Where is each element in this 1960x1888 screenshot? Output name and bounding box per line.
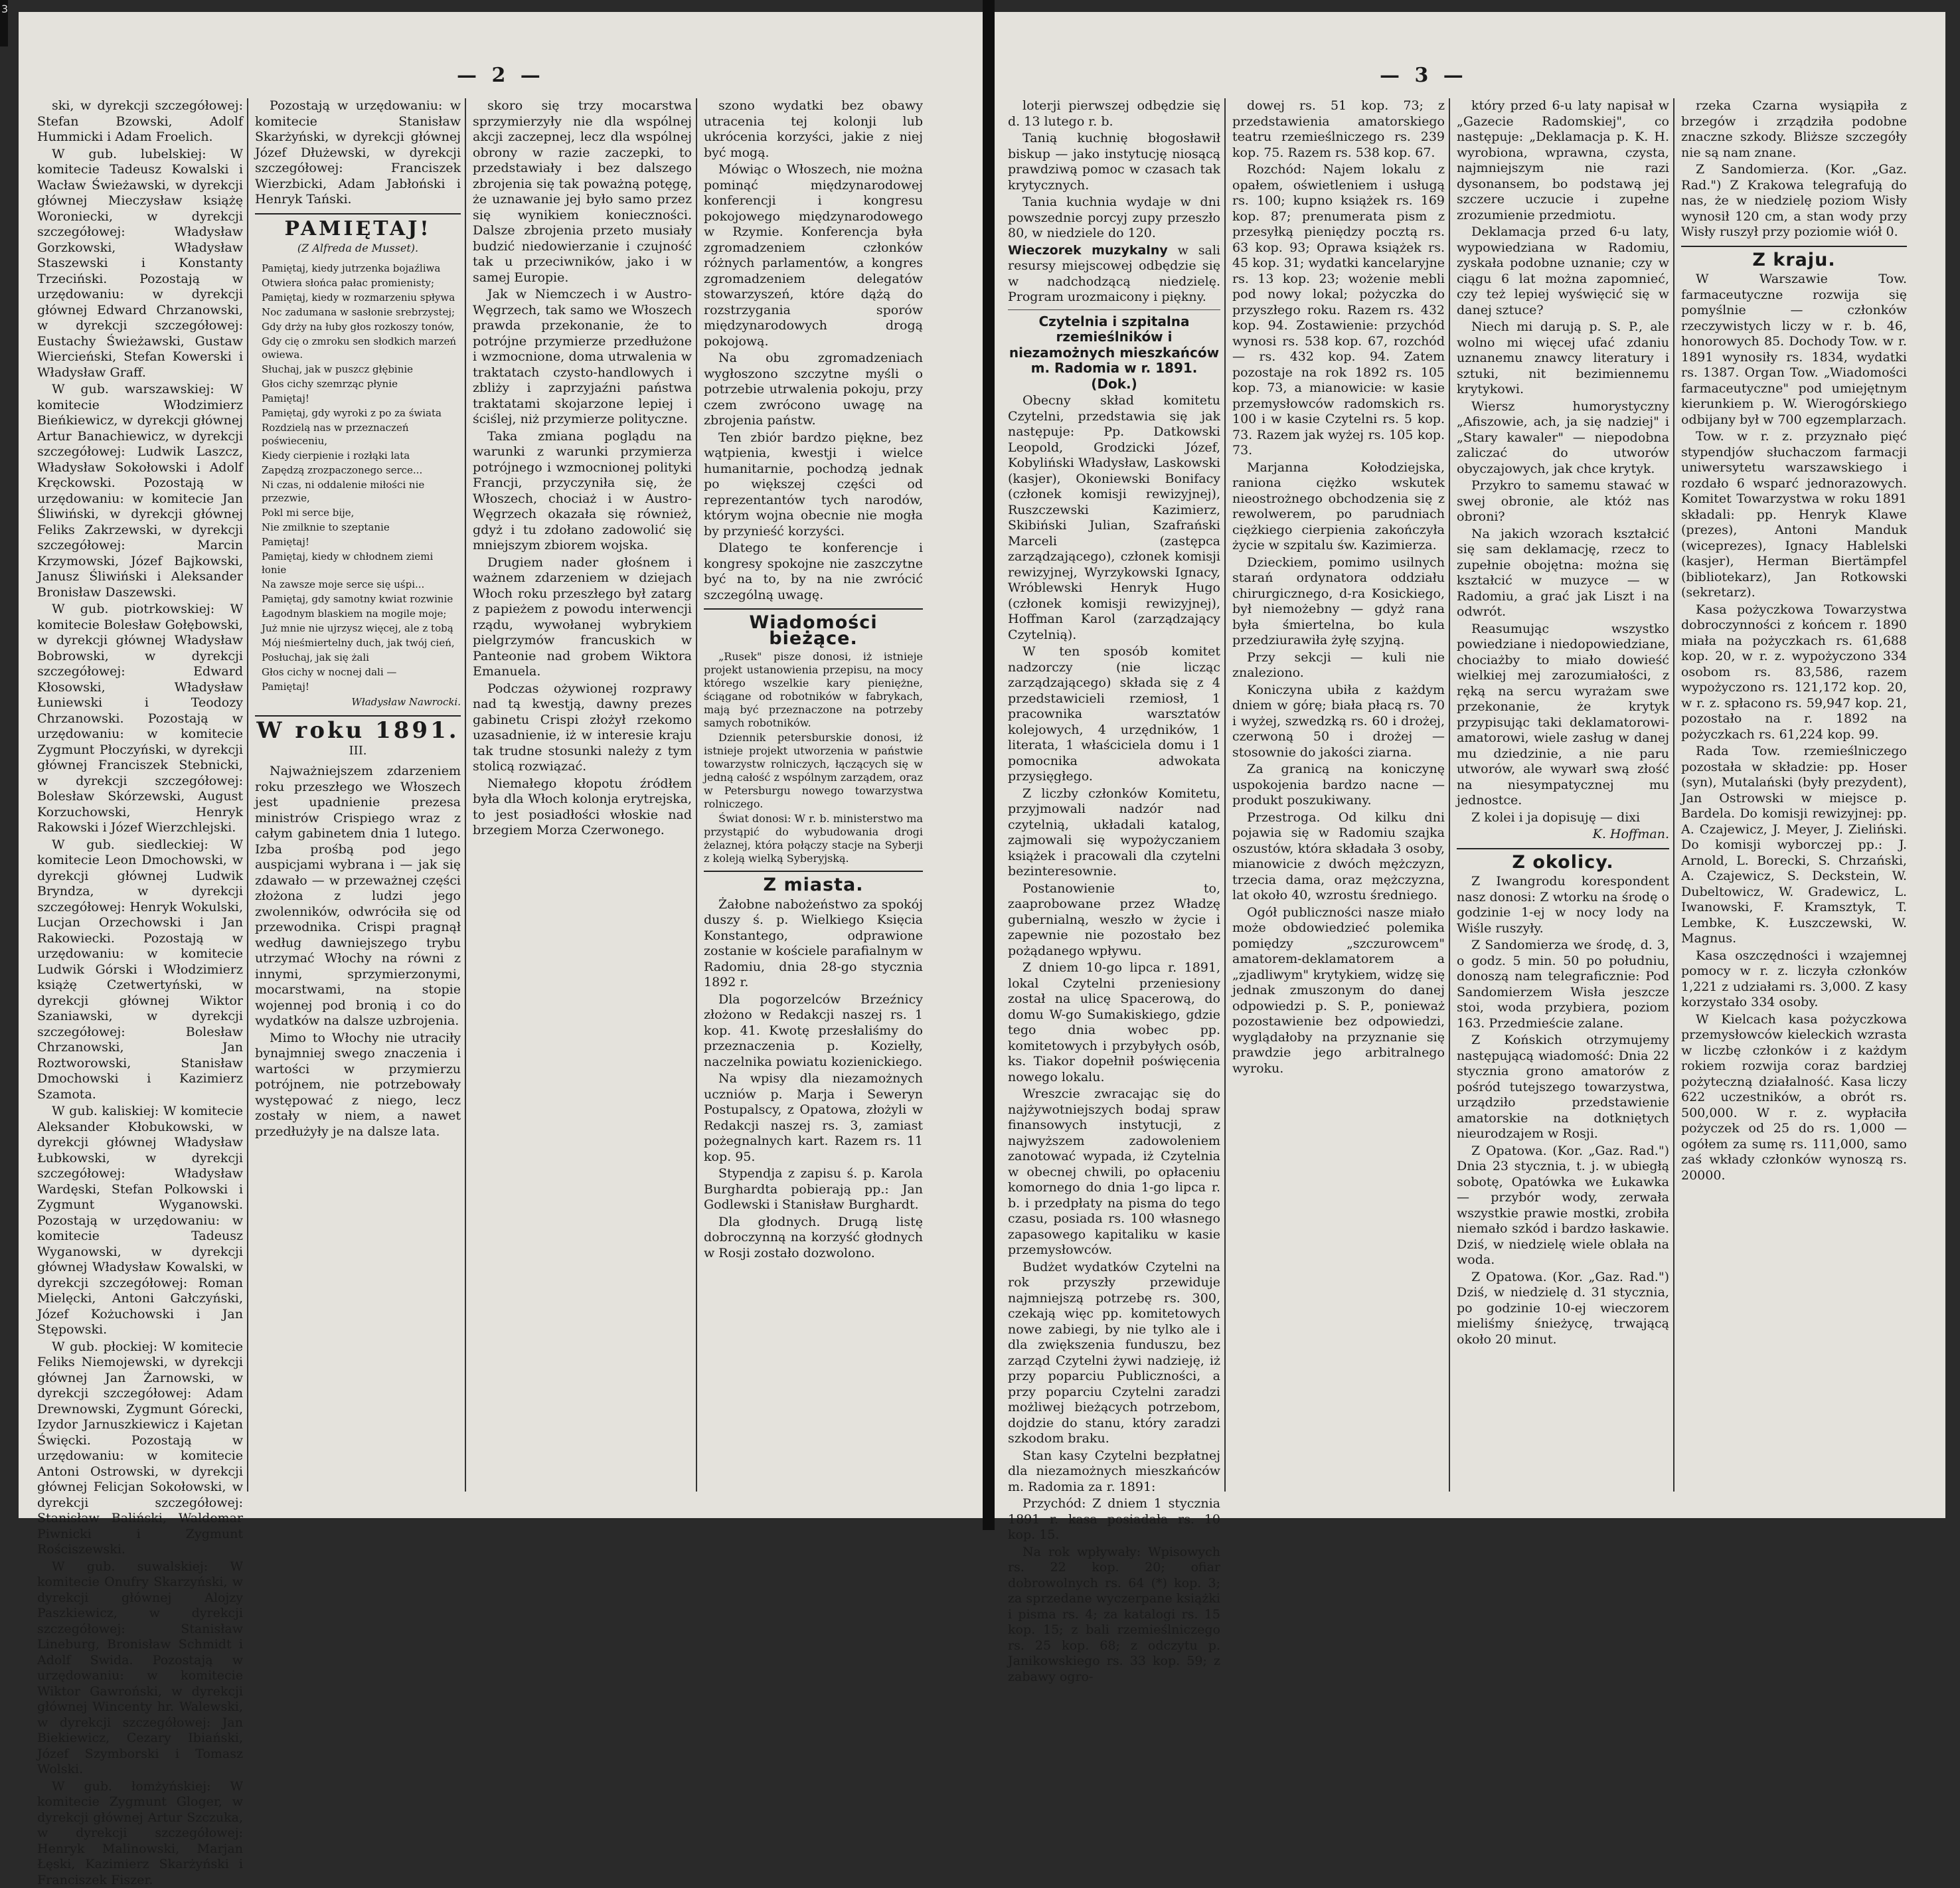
paragraph: Z Końskich otrzymujemy następującą wiadomość: Dnia 22 stycznia grono amatorów z pośród tutejszego towarzystwa, urządziło przedstawienie amatorskie na dotkniętych nieurodzajem w Rosji.: [1457, 1033, 1669, 1142]
paragraph: Z liczby członków Komitetu, przyjmowali nadzór nad czytelnią, układali katalog, zajmowali się wypożyczaniem książek i pracowali dla czytelni bezinteresownie.: [1008, 786, 1220, 880]
divider: [1457, 848, 1669, 849]
paragraph: Z Iwangrodu korespondent nasz donosi: Z wtorku na środę o godzinie 1-ej w nocy lody na Wiśle ruszyły.: [1457, 874, 1669, 936]
paragraph: Zapędzą zrozpaczonego serce...: [255, 464, 461, 477]
paragraph: Z Opatowa. (Kor. „Gaz. Rad.") Dziś, w niedzielę d. 31 stycznia, po godzinie 10-ej wieczorem mieliśmy śnieżycę, trwającą około 20 minut.: [1457, 1270, 1669, 1348]
paragraph: Kiedy cierpienie i rozłąki lata: [255, 449, 461, 462]
paragraph: Noc zadumana w sasłonie srebrzystej;: [255, 305, 461, 319]
paragraph-list: [1681, 272, 1907, 1183]
paragraph: Z kolei i ja dopisuję — dixi: [1457, 810, 1669, 826]
right-column-2: [1232, 98, 1445, 1505]
left-column-3: [473, 98, 692, 1505]
article-part: III.: [255, 743, 461, 759]
city-items: [704, 897, 923, 1262]
paragraph: W gub. warszawskiej: W komitecie Włodzimierz Bieńkiewicz, w dyrekcji głównej Artur Banachiewicz, w dyrekcji szczegółowej: Ludwik Laszcz, Władysław Sokołowski i Adolf Kręckowski. Pozostają w urzędowaniu: w komitecie Jan Śliwiński, w dyrekcji głównej Feliks Zakrzewski, w dyrekcji szczegółowej: Marcin Krzymowski, Józef Bajkowski, Janusz Śliwiński i Aleksander Bronisław Daszewski.: [37, 382, 243, 600]
paragraph: Obecny skład komitetu Czytelni, przedstawia się jak następuje: Pp. Datkowski Leopold, Grodzicki Józef, Kobyliński Władysław, Laskowski (kasjer), Okoniewski Bonifacy (członek komisji rewizyjnej), Ruszczewski Kazimierz, Skibiński Julian, Szafrański Marceli (zastępca zarządzającego), członek komisji rewizyjnej, Wyrzykowski Ignacy, Wróblewski Henryk Hugo (członek komisji rewizyjnej), Hoffman Karol (zarządzający Czytelnią).: [1008, 393, 1220, 643]
czytelnia-heading: Czytelnia i szpitalna rzemieślników i niezamożnych mieszkańców m. Radomia w r. 1891. (Dok.): [1008, 314, 1220, 392]
paragraph: Marjanna Kołodziejska, raniona ciężko wskutek nieostrożnego obchodzenia się z rewolwerem, po parudniach ciężkiego cierpienia zakończyła życie w szpitalu św. Kazimierza.: [1232, 460, 1445, 554]
paragraph: Mimo to Włochy nie utraciły bynajmniej swego znaczenia i wartości w przymierzu potrójnem, nie potrzebowały występować z niego, lecz zostały w niem, a nawet przedłużyły je na dalsze lata.: [255, 1031, 461, 1140]
column-rule: [1449, 98, 1450, 1492]
paragraph-list: [473, 98, 692, 839]
paragraph: Pamiętaj!: [255, 680, 461, 693]
paragraph: Postanowienie to, zaaprobowane przez Władzę gubernialną, weszło w życie i zapewnie nie pozostało bez pożądanego wpływu.: [1008, 881, 1220, 960]
paragraph: Deklamacja przed 6-u laty, wypowiedziana w Radomiu, zyskała podobne uznanie; czy w ciągu 6 lat można zapomnieć, czy też lepiej wyświęcić się w danej sztuce?: [1457, 224, 1669, 318]
paragraph: Rada Tow. rzemieślniczego pozostała w składzie: pp. Hoser (syn), Mutalański (były prezydent), Jan Ostrowski w miejsce p. Bardela. Do komisji rewizyjnej: pp. A. Czajewicz, J. Meyer, J. Zieliński. Do komisji wyborczej pp.: J. Arnold, L. Borecki, S. Chrzański, A. Czajewicz, S. Deckstein, W. Dubeltowicz, W. Gradewicz, L. Iwanowski, F. Kramsztyk, T. Lembke, K. Łuszczewski, W. Magnus.: [1681, 744, 1907, 947]
poem-subtitle: (Z Alfreda de Musset).: [255, 240, 461, 256]
paragraph: Pamiętaj, kiedy jutrzenka bojaźliwa: [255, 262, 461, 275]
paragraph: Ni czas, ni oddalenie miłości nie przezwie,: [255, 478, 461, 505]
paragraph: Rozchód: Najem lokalu z opałem, oświetleniem i usługą rs. 100; kupno książek rs. 169 kop. 87; prenumerata pism z przesyłką pieniędzy pocztą rs. 63 kop. 93; Oprawa książek rs. 45 kop. 31; wydatki kancelaryjne rs. 13 kop. 23; wożenie mebli pod nowy lokal; pożyczka do przyszłego roku. Razem rs. 432 kop. 94. Zostawienie: przychód wynosi rs. 538 kop. 67, rozchód — rs. 432 kop. 94. Zatem pozostaje na rok 1892 rs. 105 kop. 73, a mianowicie: w kasie przemysłowców radomskich rs. 100 i w kasie Czytelni rs. 5 kop. 73. Razem jak wyżej rs. 105 kop. 73.: [1232, 162, 1445, 459]
paragraph-list: [704, 98, 923, 603]
paragraph: Jak w Niemczech i w Austro-Węgrzech, tak samo we Włoszech prawda przekonanie, że to potrójne przymierze przedłużone i wzmocnione, doma utrwalenia w traktatach czysto-handlowych i zbliży i zaprzyjaźni państwa traktatami skojarzone lepiej i ściślej, niż przymierze polityczne.: [473, 287, 692, 428]
right-column-1: [1008, 98, 1220, 1505]
paragraph: Na wpisy dla niezamożnych uczniów p. Marja i Seweryn Postupalscy, z Opatowa, złożyli w Redakcji naszej rs. 3, zamiast pożegnalnych kart. Razem rs. 11 kop. 95.: [704, 1071, 923, 1165]
paragraph: Pozostają w urzędowaniu: w komitecie Stanisław Skarżyński, w dyrekcji głównej Józef Dłużewski, w dyrekcji szczegółowej: Franciszek Wierzbicki, Adam Jabłoński i Henryk Tański.: [255, 98, 461, 208]
city-heading: Z miasta.: [704, 877, 923, 893]
paragraph: rzeka Czarna wysiąpiła z brzegów i zrządziła podobne znaczne szkody. Bliższe szczegóły nie są nam znane.: [1681, 98, 1907, 161]
paragraph: W gub. siedleckiej: W komitecie Leon Dmochowski, w dyrekcji głównej Ludwik Bryndza, w dyrekcji szczegółowej: Henryk Wokulski, Lucjan Orzechowski i Jan Rakowiecki. Pozostają w urzędowaniu: w komitecie Ludwik Górski i Włodzimierz książę Czetwertyński, w dyrekcji głównej Wiktor Szaniawski, w dyrekcji szczegółowej: Bolesław Chrzanowski, Jan Roztworowski, Stanisław Dmochowski i Kazimierz Szamota.: [37, 837, 243, 1103]
paragraph: Już mnie nie ujrzysz więcej, ale z tobą: [255, 622, 461, 635]
column-rule: [1224, 98, 1226, 1492]
paragraph: Posłuchaj, jak się żali: [255, 651, 461, 664]
paragraph: Wreszcie zwracając się do najżywotniejszych bodaj spraw finansowych instytucji, z najwyższem zadowoleniem zanotować wypada, iż Czytelnia w obecnej chwili, po opłaceniu komornego do dnia 1-go lipca r. b. i przedpłaty na pisma do tego czasu, posiada rs. 100 własnego zapasowego kapitaliku w kasie przemysłowców.: [1008, 1086, 1220, 1258]
paragraph: Dziennik petersburskie donosi, iż istnieje projekt utworzenia w państwie towarzystw rolniczych, łączących się w jedną całość z wspólnym zarządem, oraz w Petersburgu nowego towarzystwa rolniczego.: [704, 731, 923, 811]
paragraph: Przychód: Z dniem 1 stycznia 1891 r. kasa posiadała rs. 10 kop. 15.: [1008, 1496, 1220, 1543]
paragraph: Przestroga. Od kilku dni pojawia się w Radomiu szajka oszustów, która składała 3 osoby, mianowicie z dwóch mężczyzn, trzecia dama, oraz mężczyzna, lat około 40, wzrostu średniego.: [1232, 810, 1445, 904]
paragraph: W gub. piotrkowskiej: W komitecie Bolesław Gołębowski, w dyrekcji głównej Władysław Bobrowski, w dyrekcji szczegółowej: Edward Kłosowski, Władysław Łuniewski i Teodozy Chrzanowski. Pozostają w urzędowaniu: w komitecie Zygmunt Płoczyński, w dyrekcji głównej Franciszek Stebnicki, w dyrekcji szczegółowej: Bolesław Skórzewski, August Korzuchowski, Henryk Rakowski i Józef Wierzchlejski.: [37, 602, 243, 836]
paragraph-list: [1232, 98, 1445, 1076]
okolicy-items: [1457, 874, 1669, 1347]
paragraph: Wiersz humorystyczny „Afiszowie, ach, ja się nadziej" i „Stary kawaler" — niepodobna zaliczać do utworów obyczajowych, jak chce krytyk.: [1457, 399, 1669, 477]
paragraph: Rozdzielą nas w przeznaczeń poświeceniu,: [255, 421, 461, 448]
book-gutter: [983, 0, 995, 1530]
paragraph: W gub. suwalskiej: W komitecie Onufry Skarzyński, w dyrekcji głównej Alojzy Paszkiewicz, w dyrekcji szczegółowej: Stanisław Lineburg, Bronisław Schmidt i Adolf Swida. Pozostają w urzędowaniu: w komitecie Wiktor Gawroński, w dyrekcji głównej Wincenty hr. Walewski, w dyrekcji szczegółowej: Jan Biekiewicz, Cezary Ibiański, Józef Szymborski i Tomasz Wolski.: [37, 1559, 243, 1778]
poem-author: Władysław Nawrocki.: [255, 695, 461, 711]
paragraph: Otwiera słońca pałac promienisty;: [255, 276, 461, 290]
paragraph: Tanią kuchnię błogosławił biskup — jako instytucję niosącą prawdziwą pomoc w czasach tak krytycznych.: [1008, 131, 1220, 193]
paragraph: W Warszawie Tow. farmaceutyczne rozwija się pomyślnie — członków rzeczywistych liczy w r. b. 46, honorowych 85. Dochody Tow. w r. 1891 wynosiły rs. 1834, wydatki rs. 1387. Organ Tow. „Wiadomości farmaceutyczne" pod umiejętnym kierunkiem p. W. Wierogórskiego odbijany był w 700 egzemplarzach.: [1681, 272, 1907, 428]
column-rule: [696, 98, 697, 1492]
paragraph: Głos cichy w nocnej dali —: [255, 665, 461, 679]
paragraph: dowej rs. 51 kop. 73; z przedstawienia amatorskiego teatru rzemieślniczego rs. 239 kop. 75. Razem rs. 538 kop. 67.: [1232, 98, 1445, 161]
right-column-4: [1681, 98, 1907, 1505]
page-number: — 3 —: [1380, 64, 1467, 87]
paragraph: Kasa pożyczkowa Towarzystwa dobroczynności z końcem r. 1890 miała na pożyczkach rs. 61,688 kop. 20, w r. z. wypożyczono 334 osobom rs. 83,586, razem wypożyczono rs. 121,172 kop. 20, w r. z. spłacono rs. 59,947 kop. 21, pozostało na r. 1892 na pożyczkach rs. 61,224 kop. 99.: [1681, 602, 1907, 743]
paragraph: Pamiętaj!: [255, 392, 461, 405]
poem-title: PAMIĘTAJ!: [255, 221, 461, 237]
paragraph: Drugiem nader głośnem i ważnem zdarzeniem w dziejach Włoch roku przeszłego był zatarg z papieżem z powodu interwencji rządu, wywołanej wybrykiem pielgrzymów francuskich w Panteonie nad grobem Wiktora Emanuela.: [473, 555, 692, 680]
column-rule: [1673, 98, 1674, 1492]
edge-number: 3: [1, 3, 8, 15]
paragraph: Na zawsze moje serce się uśpi...: [255, 578, 461, 591]
paragraph: Tow. w r. z. przyznało pięć stypendjów słuchaczom farmacji uniwersytetu warszawskiego i rozdało 6 wsparć jednorazowych. Komitet Towarzystwa w roku 1891 składali: pp. Henryk Klawe (prezes), Antoni Manduk (wiceprezes), Ignacy Hablelski (kasjer), Herman Biertämpfel (bibliotekarz), Jan Rotkowski (sekretarz).: [1681, 429, 1907, 601]
paragraph: Głos cichy szemrząc płynie: [255, 377, 461, 390]
paragraph: W Kielcach kasa pożyczkowa przemysłowców kieleckich wzrasta w liczbę członków i z każdym rokiem rozwija coraz bardziej pożyteczną działalność. Kasa liczy 622 uczestników, a obrót rs. 500,000. W r. z. wypłaciła pożyczek od 25 do rs. 1,000 — ogółem za sumę rs. 111,000, samo zaś wkłady członków wynoszą rs. 20000.: [1681, 1012, 1907, 1184]
paragraph: Dla pogorzelców Brzeźnicy złożono w Redakcji naszej rs. 1 kop. 41. Kwotę przesłaliśmy do przeznaczenia p. Kozielły, naczelnika powiatu kozienickiego.: [704, 992, 923, 1071]
kraju-heading: Z kraju.: [1681, 252, 1907, 268]
paragraph: Na rok wpływały: Wpisowych rs. 22 kop. 20; ofiar dobrowolnych rs. 64 (*) kop. 3; za sprzedane wyczerpane książki i pisma rs. 4; za katalogi rs. 15 kop. 15; z bali rzemieślniczego rs. 25 kop. 68; z odczytu p. Janikowskiego rs. 33 kop. 59; z zabawy ogro-: [1008, 1545, 1220, 1685]
paragraph: W gub. łomżyńskiej: W komitecie Zygmunt Gloger, w dyrekcji głównej Artur Szczuka, w dyrekcji szczegółowej: Henryk Malinowski, Marjan Łęski, Kazimierz Skarżyński i Franciszek Fiszer.: [37, 1779, 243, 1888]
divider: [704, 608, 923, 610]
paragraph: Na obu zgromadzeniach wygłoszono szczytne myśli o potrzebie utrwalenia pokoju, przy czem zwrócono uwagę na zbrojenia państw.: [704, 351, 923, 429]
paragraph: Ten zbiór bardzo piękne, bez wątpienia, kwestji i wielce humanitarnie, pochodzą jednak po większej części od reprezentantów tych narodów, którym wojna obecnie nie mogła by przynieść korzyści.: [704, 430, 923, 540]
paragraph: szono wydatki bez obawy utracenia tej kolonji lub ukrócenia korzyści, jakie z niej być mogą.: [704, 98, 923, 161]
paragraph: ski, w dyrekcji szczegółowej: Stefan Bzowski, Adolf Hummicki i Adam Froelich.: [37, 98, 243, 145]
paragraph-list: [1008, 98, 1220, 242]
paragraph: Gdy drży na łuby głos rozkoszy tonów,: [255, 320, 461, 333]
divider: [1008, 309, 1220, 310]
paragraph: Pamiętaj, gdy samotny kwiat rozwinie: [255, 592, 461, 606]
paragraph: loterji pierwszej odbędzie się d. 13 lutego r. b.: [1008, 98, 1220, 129]
paragraph-list: [1457, 98, 1669, 825]
wieczorek-text: w sali resursy miejscowej odbędzie się w nadchodzącą niedzielę. Program urozmaicony i piękny.: [1008, 243, 1220, 305]
paragraph-list: [255, 98, 461, 208]
paragraph: Żałobne nabożeństwo za spokój duszy ś. p. Wielkiego Księcia Konstantego, odprawione zostanie w kościele parafialnym w Radomiu, dnia 28-go stycznia 1892 r.: [704, 897, 923, 991]
paragraph: Dlatego te konferencje i kongresy spokojne nie zaszczytne być na to, by na nie zwrócić szczególną uwagę.: [704, 541, 923, 603]
paragraph: Pamiętaj!: [255, 535, 461, 549]
paragraph: Budżet wydatków Czytelni na rok przyszły przewiduje najmniejszą potrzebę rs. 300, czekają więc pp. komitetowych nowe zabiegi, by nie tylko ale i dla zwiększenia funduszu, bez zarząd Czytelni żywi nadzieję, iż przy poparciu Publiczności, a przy poparciu Czytelni zaradzi możliwej bieżących potrzebom, dojdzie do stanu, który zaradzi szkodom braku.: [1008, 1260, 1220, 1447]
paragraph: Najważniejszem zdarzeniem roku przeszłego we Włoszech jest upadnienie prezesa ministrów Crispiego wraz z całym gabinetem dnia 1 lutego. Izba prośbą pod jego auspicjami wybrana i — jak się zdawało — w przeważnej części złożona z ludzi jego zwolenników, odwróciła się od przewodnika. Crispi pragnął według dawniejszego trybu utrzymać Włochy na równi z innymi, sprzymierzonymi, mocarstwami, na stopie wojennej pod bronią i co do wydatków na dalsze uzbrojenia.: [255, 764, 461, 1029]
paragraph: Nie zmilknie to szeptanie: [255, 521, 461, 534]
paragraph: Mówiąc o Włoszech, nie można pominąć międzynarodowej konferencji i kongresu pokojowego międzynarodowego w Rzymie. Konferencja była zgromadzeniem członków różnych parlamentów, a kongres zgromadzeniem delegatów stowarzyszeń, które dążą do rozstrzygania sporów międzynarodowych drogą pokojową.: [704, 162, 923, 349]
divider: [255, 213, 461, 215]
paragraph: Koniczyna ubiła z każdym dniem w górę; biała płacą rs. 70 i wyżej, szwedzką rs. 60 i drożej, czerwoną 50 i drożej — stosownie do jakości ziarna.: [1232, 683, 1445, 761]
paragraph: Podczas ożywionej rozprawy nad tą kwestją, dawny prezes gabinetu Crispi złożył rzekomo uzasadnienie, iż w interesie kraju tak trudne stosunki należy z tym stolicą rozwiązać.: [473, 681, 692, 775]
article-title: W roku 1891.: [255, 723, 461, 739]
paragraph-list: [255, 764, 461, 1140]
left-column-2: [255, 98, 461, 1505]
left-column-1: [37, 98, 243, 1505]
divider: [255, 715, 461, 717]
paragraph: Stypendja z zapisu ś. p. Karola Burghardta pobierają pp.: Jan Godlewski i Stanisław Burghardt.: [704, 1166, 923, 1213]
scan-edge: [0, 0, 8, 46]
paragraph: Za granicą na koniczynę uspokojenia bardzo nacne — produkt poszukiwany.: [1232, 762, 1445, 809]
paragraph-list: [1008, 393, 1220, 1685]
okolicy-heading: Z okolicy.: [1457, 855, 1669, 871]
right-column-3: [1457, 98, 1669, 1505]
paragraph: Pamiętaj, kiedy w chłodnem ziemi łonie: [255, 550, 461, 576]
paragraph: Na jakich wzorach kształcić się sam deklamację, rzecz to zupełnie obojętna: można się kształcić w muzyce — w Radomiu, a grać jak Liszt i na odwrót.: [1457, 527, 1669, 620]
wieczorek-heading: Wieczorek muzykalny: [1008, 243, 1168, 258]
paragraph: Pamiętaj, gdy wyroki z po za świata: [255, 406, 461, 420]
paragraph: Dzieckiem, pomimo usilnych starań ordynatora oddziału chirurgicznego, d-ra Kosickiego, był niemożebny — gdyż rana była śmiertelna, bo kula przedziurawiła żyłę szyjną.: [1232, 555, 1445, 649]
signature: K. Hoffman.: [1457, 827, 1669, 843]
left-column-4: [704, 98, 923, 1505]
paragraph: Z Sandomierza we środę, d. 3, o godz. 5 min. 50 po południu, donoszą nam telegraficznie: Pod Sandomierzem Wisła jeszcze stoi, woda przybiera, poziom 163. Przedmieście zalane.: [1457, 938, 1669, 1031]
divider: [704, 871, 923, 872]
poem-lines: [255, 262, 461, 693]
left-page: [19, 12, 983, 1518]
paragraph: Z Sandomierza. (Kor. „Gaz. Rad.") Z Krakowa telegrafują do nas, że w niedzielę poziom Wisły wynosił 120 cm, a stan wody przy Wisły ruszył przy poziomie wiół 0.: [1681, 162, 1907, 240]
paragraph: Świat donosi: W r. b. ministerstwo ma przystąpić do wybudowania drogi żelaznej, która połączy stacje na Syberji z koleją wielką Syberyjską.: [704, 812, 923, 865]
paragraph: Ogół publiczności nasze miało może obdowiedzieć polemika pomiędzy „szczurowcem" amatorem-deklamatorem a „zjadliwym" krytykiem, widzę się jednak zmuszonym do danej odpowiedzi p. S. P., ponieważ pozostawienie bez odpowiedzi, wyglądałoby na przyznanie się prawdzie jego arbitralnego wyroku.: [1232, 905, 1445, 1077]
paragraph: Niech mi darują p. S. P., ale wolno mi więcej ufać zdaniu uznanemu znawcy literatury i sztuki, nit bezimiennemu krytykowi.: [1457, 319, 1669, 398]
paragraph: W gub. płockiej: W komitecie Feliks Niemojewski, w dyrekcji głównej Jan Żarnowski, w dyrekcji szczegółowej: Adam Drewnowski, Zygmunt Górecki, Izydor Jarnuszkiewicz i Kajetan Święcki. Pozostają w urzędowaniu: w komitecie Antoni Ostrowski, w dyrekcji głównej Felicjan Sokołowski, w dyrekcji szczegółowej: Stanisław Baliński, Waldemar Piwnicki i Zygmunt Rościszewski.: [37, 1339, 243, 1558]
paragraph: Słuchaj, jak w puszcz głębinie: [255, 363, 461, 376]
paragraph: Łagodnym blaskiem na mogile moje;: [255, 607, 461, 620]
paragraph: „Rusek" pisze donosi, iż istnieje projekt ustanowienia przepisu, na mocy którego wszelkie kary pieniężne, ściągane od robotników w fabrykach, mają być przeznaczone na potrzeby samych robotników.: [704, 650, 923, 730]
page-number: — 2 —: [457, 64, 544, 87]
paragraph: Kasa oszczędności i wzajemnej pomocy w r. z. liczyła członków 1,221 z udziałami rs. 3,000. Z kasy korzystało 334 osoby.: [1681, 948, 1907, 1011]
paragraph: Niemałego kłopotu źródłem była dla Włoch kolonja erytrejska, to jest posiadłości włoskie nad brzegiem Morza Czerwonego.: [473, 776, 692, 839]
paragraph: Z Opatowa. (Kor. „Gaz. Rad.") Dnia 23 stycznia, t. j. w ubiegłą sobotę, Opatówka we Łukawka — przybór wody, zerwała wszystkie prawie mostki, zrobiła niemało szkód i bardzo łaskawie. Dziś, w niedzielę wiele oblała na woda.: [1457, 1144, 1669, 1268]
paragraph: Taka zmiana poglądu na warunki z warunki przymierza potrójnego i wzmocnionej polityki Francji, przyczyniła się, że Włoszech, chociaż i w Austro-Węgrzech okazała się również, gdyż i tu zdołano zadowolić się mniejszym zbiorem wojska.: [473, 429, 692, 554]
news-items: [704, 650, 923, 865]
paragraph: W gub. kaliskiej: W komitecie Aleksander Kłobukowski, w dyrekcji głównej Władysław Łubkowski, w dyrekcji szczegółowej: Władysław Wardęski, Stefan Polkowski i Zygmunt Wyganowski. Pozostają w urzędowaniu: w komitecie Tadeusz Wyganowski, w dyrekcji głównej Władysław Kowalski, w dyrekcji szczegółowej: Roman Mielęcki, Antoni Gałczyński, Józef Kożuchowski i Jan Stępowski.: [37, 1104, 243, 1338]
divider: [1681, 246, 1907, 247]
paragraph: W gub. lubelskiej: W komitecie Tadeusz Kowalski i Wacław Świeżawski, w dyrekcji głównej Mieczysław książę Woroniecki, w dyrekcji szczegółowej: Władysław Gorzkowski, Władysław Staszewski i Konstanty Trzeciński. Pozostają w urzędowaniu: w dyrekcji głównej Edward Chrzanowski, w dyrekcji szczegółowej: Eustachy Świeżawski, Gustaw Wiercieński, Stefan Kowerski i Władysław Graff.: [37, 147, 243, 381]
paragraph: Dla głodnych. Drugą listę dobroczynną na korzyść głodnych w Rosji zostało dozwolono.: [704, 1215, 923, 1262]
paragraph-list: [37, 98, 243, 1888]
paragraph: skoro się trzy mocarstwa sprzymierzyły nie dla wspólnej akcji zaczepnej, lecz dla wspólnej obrony w razie zaczepki, to przedstawiały i bez dalszego zbrojenia się tak poważną potęgę, że uznawanie jej było samo przez się wynikiem konieczności. Dalsze zbrojenia przeto musiały budzić niedowierzanie i czujność tak u przeciwników, jako i w samej Europie.: [473, 98, 692, 286]
column-rule: [465, 98, 466, 1492]
right-page: [995, 12, 1945, 1518]
paragraph: Reasumując wszystko powiedziane i niedopowiedziane, chociażby to miało dowieść wielkiej mej zarozumiałości, z ręką na sercu wyrażam swe przekonanie, że krytyk przypisując taki deklamatorowi-amatorowi, wiele zasług w danej mu dziedzinie, a nie paru utworów, ale wywarł swą złość na niesympatycznej mu jednostce.: [1457, 622, 1669, 809]
news-heading: Wiadomości bieżące.: [704, 615, 923, 646]
paragraph: Stan kasy Czytelni bezpłatnej dla niezamożnych mieszkańców m. Radomia za r. 1891:: [1008, 1448, 1220, 1496]
paragraph: Z dniem 10-go lipca r. 1891, lokal Czytelni przeniesiony został na ulicę Spacerową, do domu W-go Sumakiskiego, gdzie tego dnia wobec pp. komitetowych i przybyłych osób, ks. Tiakor dopełnił poświęcenia nowego lokalu.: [1008, 960, 1220, 1085]
paragraph: Gdy cię o zmroku sen słodkich marzeń owiewa.: [255, 335, 461, 361]
paragraph: W ten sposób komitet nadzorczy (nie licząc zarządzającego) składa się z 4 przedstawicieli rzemiosł, 1 pracownika warsztatów kolejowych, 4 urzędników, 1 literata, 1 właściciela domu i 1 pomocnika adwokata przysięgłego.: [1008, 644, 1220, 785]
paragraph: Mój nieśmiertelny duch, jak twój cień,: [255, 636, 461, 649]
paragraph-list: [1681, 98, 1907, 240]
paragraph: Pamiętaj, kiedy w rozmarzeniu spływa: [255, 291, 461, 304]
column-rule: [247, 98, 248, 1492]
paragraph: Przykro to samemu stawać w swej obronie, ale któż nas obroni?: [1457, 478, 1669, 525]
paragraph: Przy sekcji — kuli nie znaleziono.: [1232, 650, 1445, 681]
paragraph: Pokl mi serce bije,: [255, 506, 461, 519]
paragraph: który przed 6-u laty napisał w „Gazecie Radomskiej", co następuje: „Deklamacja p. K. H. wyrobiona, wprawna, czysta, najmniejszym nie razi dysonansem, bo podstawą jej szczere uczucie i zupełne zrozumienie przedmiotu.: [1457, 98, 1669, 223]
paragraph: Tania kuchnia wydaje w dni powszednie porcyj zupy przeszło 80, w niedziele do 120.: [1008, 195, 1220, 242]
